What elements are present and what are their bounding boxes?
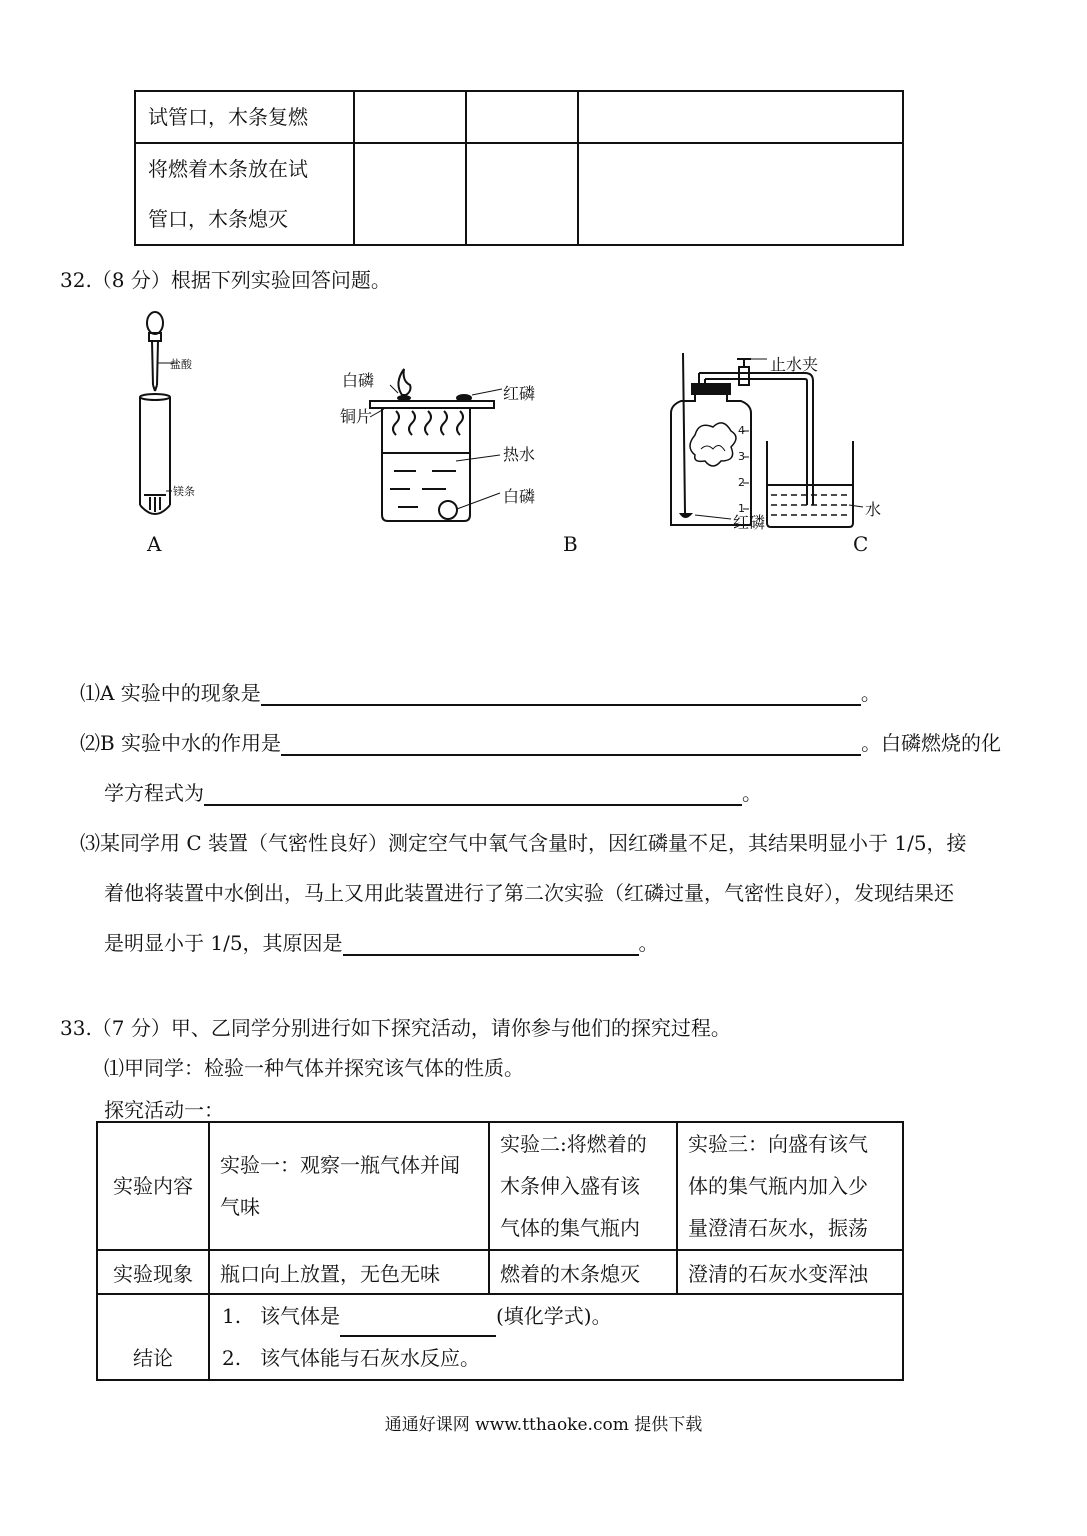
conclusion-2 [222,1337,902,1379]
q32-part-3-line3-text: 是明显小于 1/5，其原因是 [104,931,343,955]
conclusion-2-num: 2. [222,1346,242,1370]
exp2-line1: 实验二:将燃着的 [500,1132,647,1156]
phenomenon-2: 燃着的木条熄灭 [500,1261,640,1286]
question-32-title: 32.（8 分）根据下列实验回答问题。 [60,268,391,292]
exp3-line2: 体的集气瓶内加入少 [688,1174,868,1198]
label-white-phosphorus-bottom: 白磷 [503,487,536,506]
conclusion-1 [222,1295,902,1337]
q32-part-2-line2-text: 学方程式为 [104,781,204,805]
q32-part-2-text: ⑵B 实验中水的作用是 [80,731,282,755]
label-hot-water: 热水 [503,445,536,464]
table-cell [578,143,903,245]
q32-part-1-suffix: 。 [860,681,881,705]
q32-part-2-line2 [104,777,762,806]
q32-part-1-text: ⑴A 实验中的现象是 [80,681,261,705]
inquiry-table [96,1121,904,1381]
table-cell [209,1250,489,1294]
label-water-clamp: 止水夹 [770,355,819,374]
table-cell [354,91,466,143]
conclusion-cell [209,1294,903,1380]
q33-activity-label: 探究活动一： [104,1098,224,1122]
label-white-phosphorus-top: 白磷 [342,371,375,390]
table-cell [209,1122,489,1250]
table-cell [578,91,903,143]
exp1-line1: 实验一：观察一瓶气体并闻 [220,1153,460,1177]
table-cell [489,1122,677,1250]
table-header-cell [97,1122,209,1250]
table-cell [677,1250,903,1294]
exp3-line3: 量澄清石灰水，振荡 [688,1216,868,1240]
figure-a-drawing [110,305,310,565]
label-acid: 盐酸 [170,358,192,371]
table-cell [135,143,354,245]
table-cell [489,1250,677,1294]
conclusion-2-text: 该气体能与石灰水反应。 [260,1346,480,1370]
exp2-line2: 木条伸入盛有该 [500,1174,640,1198]
q32-equation-blank[interactable] [204,782,742,806]
q33-sub-1: ⑴甲同学：检验一种气体并探究该气体的性质。 [104,1056,524,1080]
q32-part-3-line3 [104,927,659,956]
scale-mark-1: 1 [738,502,745,515]
table-cell [466,143,578,245]
scale-mark-4: 4 [738,424,745,437]
caption-a: A [147,532,162,556]
cell-text: 将燃着木条放在试 [148,157,308,181]
conclusion-1-text: 该气体是 [260,1304,340,1328]
page-footer: 通通好课网 www.tthaoke.com 提供下载 [384,1415,703,1435]
table-cell [135,91,354,143]
cell-text: 试管口，木条复燃 [148,105,308,129]
label-copper-plate: 铜片 [340,407,373,426]
caption-c: C [853,532,869,556]
conclusion-1-suffix: (填化学式)。 [496,1304,612,1328]
header-content: 实验内容 [113,1174,193,1198]
exp3-line1: 实验三：向盛有该气 [688,1132,868,1156]
exp2-line3: 气体的集气瓶内 [500,1216,640,1240]
q32-part-3-line2: 着他将装置中水倒出，马上又用此装置进行了第二次实验（红磷过量，气密性良好），发现结果还 [104,881,954,905]
q32-part-2-suffix: 。白磷燃烧的化 [861,731,1002,755]
table-cell [677,1122,903,1250]
header-phenomenon: 实验现象 [113,1261,193,1286]
header-conclusion: 结论 [133,1346,173,1370]
label-magnesium: 镁条 [173,485,195,498]
exp1-line2: 气味 [220,1195,260,1219]
phenomenon-1: 瓶口向上放置，无色无味 [220,1261,440,1286]
label-water: 水 [865,500,882,519]
table-cell [354,143,466,245]
q32-part-1 [80,677,881,706]
label-red-phosphorus-c: 红磷 [733,513,766,532]
q32-part-1-blank[interactable] [261,682,861,706]
answer-table-top [134,90,904,246]
q32-part-2-line2-suffix: 。 [742,781,762,805]
label-red-phosphorus: 红磷 [503,384,536,403]
conclusion-1-num: 1. [222,1304,242,1328]
q32-part-3-suffix: 。 [638,931,659,955]
q32-part-2 [80,727,1001,756]
gas-formula-blank[interactable] [340,1313,496,1337]
caption-b: B [563,532,578,556]
table-header-cell [97,1294,209,1380]
q32-part-3-blank[interactable] [343,932,639,956]
phenomenon-3: 澄清的石灰水变浑浊 [688,1261,868,1286]
q32-part-2-blank[interactable] [281,732,861,756]
table-cell [466,91,578,143]
scale-mark-2: 2 [738,476,745,489]
scale-mark-3: 3 [738,450,745,463]
cell-text: 管口，木条熄灭 [148,207,288,231]
q32-part-3-line1: ⑶某同学用 C 装置（气密性良好）测定空气中氧气含量时，因红磷量不足，其结果明显小于 1/5，接 [80,831,967,855]
table-header-cell [97,1250,209,1294]
question-33-title: 33.（7 分）甲、乙同学分别进行如下探究活动，请你参与他们的探究过程。 [60,1016,731,1040]
